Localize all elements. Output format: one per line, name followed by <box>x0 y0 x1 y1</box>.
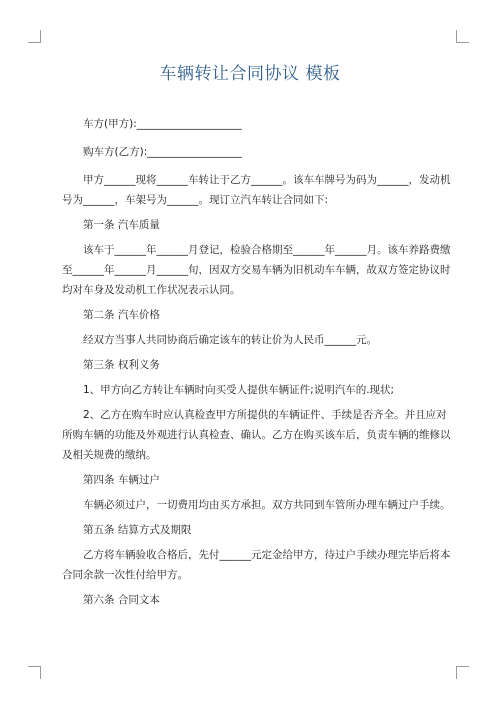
article-3-item-2-line-3: 及相关规费的缴纳。 <box>62 449 157 461</box>
crop-mark-bottom-left <box>28 666 41 679</box>
buyer-line: 购车方(乙方):__________________ <box>83 146 242 158</box>
article-3-item-2-line-1: 2、乙方在购车时应认真检查甲方所提供的车辆证件、手续是否齐全。并且应对 <box>83 409 447 421</box>
article-2-line-1: 经双方当事人共同协商后确定该车的转让价为人民币______元。 <box>83 334 377 346</box>
article-3-item-1: 1、甲方向乙方转让车辆时向买受人提供车辆证件;说明汽车的.现状; <box>83 384 395 396</box>
article-3-item-2-line-2: 所购车辆的功能及外观进行认真检查、确认。乙方在购买该车后，负责车辆的维修以 <box>62 429 451 441</box>
article-5-line-2: 合同余款一次性付给甲方。 <box>62 569 188 581</box>
article-5-heading: 第五条 结算方式及期限 <box>83 524 192 536</box>
crop-mark-top-right <box>456 30 469 43</box>
article-6-heading: 第六条 合同文本 <box>83 594 160 606</box>
article-1-heading: 第一条 汽车质量 <box>83 219 160 231</box>
article-2-heading: 第二条 汽车价格 <box>83 309 160 321</box>
crop-mark-top-left <box>28 30 41 43</box>
seller-line: 车方(甲方):____________________ <box>83 118 242 130</box>
article-5-line-1: 乙方将车辆验收合格后，先付______元定金给甲方，待过户手续办理完毕后将本 <box>83 549 451 561</box>
article-1-line-2: 至______年______月______旬，因双方交易车辆为旧机动车车辆，故双方签定协议时 <box>62 264 451 276</box>
article-4-heading: 第四条 车辆过户 <box>83 474 160 486</box>
document-title: 车辆转让合同协议 模板 <box>159 64 341 84</box>
article-1-line-1: 该车于______年______月登记，检验合格期至______年______月。该车养路费缴 <box>83 244 451 256</box>
crop-mark-bottom-right <box>456 666 469 679</box>
article-1-line-3: 均对车身及发动机工作状况表示认同。 <box>62 284 241 296</box>
article-4-line-1: 车辆必须过户，一切费用均由买方承担。双方共同到车管所办理车辆过户手续。 <box>83 499 451 511</box>
intro-line-1: 甲方______现将______车转让于乙方______。该车车牌号为码为______，发动机 <box>83 174 451 186</box>
document-body <box>62 114 451 610</box>
intro-line-2: 号为______，车架号为______。现订立汽车转让合同如下: <box>62 194 329 206</box>
article-3-heading: 第三条 权利义务 <box>83 359 160 371</box>
